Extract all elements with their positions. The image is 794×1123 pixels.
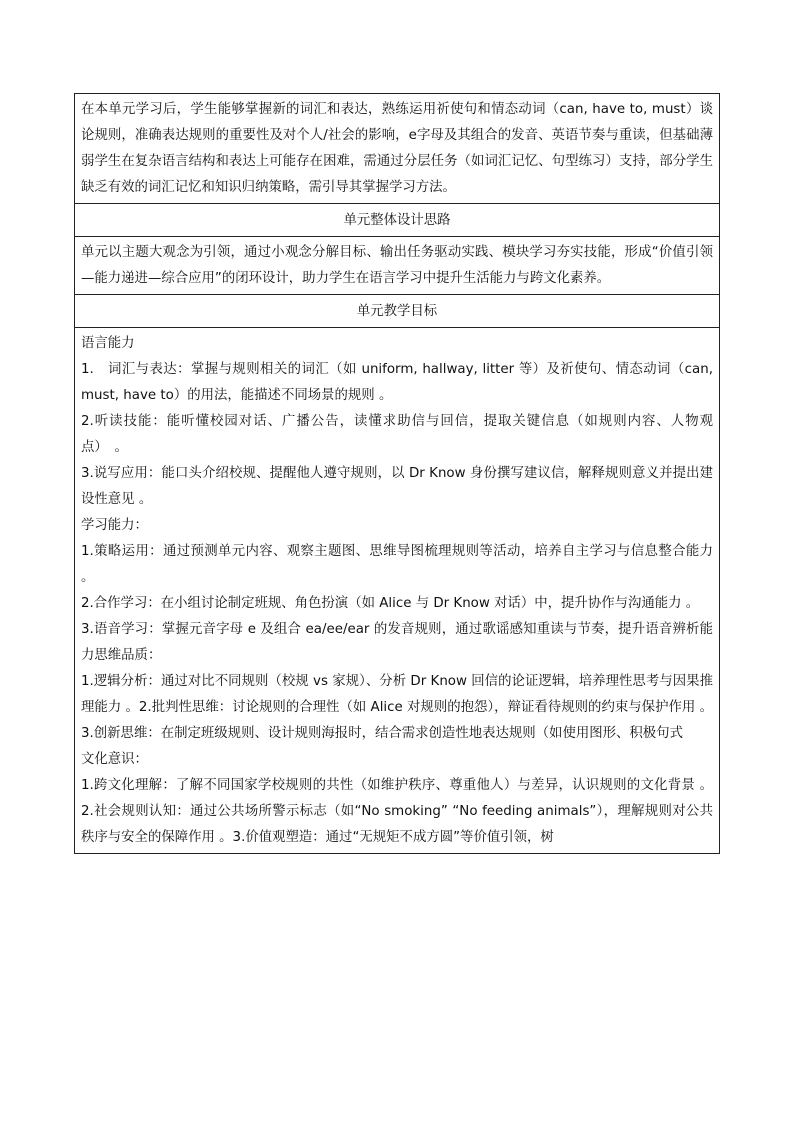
learning-item-1: 1.策略运用：通过预测单元内容、观察主题图、思维导图梳理规则等活动，培养自主学习与信息整合能力 。	[81, 544, 713, 585]
design-cell	[75, 237, 720, 295]
language-item-2: 2.听读技能：能听懂校园对话、广播公告，读懂求助信与回信，提取关键信息（如规则内容、人物观点） 。	[81, 414, 713, 455]
language-item-3: 3.说写应用：能口头介绍校规、提醒他人遵守规则，以 Dr Know 身份撰写建议信，解释规则意义并提出建设性意见 。	[81, 466, 713, 507]
table-row	[75, 94, 720, 204]
thinking-paragraph: 1.逻辑分析：通过对比不同规则（校规 vs 家规）、分析 Dr Know 回信的论证逻辑，培养理性思考与因果推理能力 。2.批判性思维：讨论规则的合理性（如 Alice 对规则的抱怨），辩证看待规则的约束与保护作用 。3.创新思维：在制定班级规则、设计规则海报时，结合需求创造性地表达规则（如使用图形、积极句式	[81, 674, 713, 741]
learning-heading: 学习能力：	[81, 518, 148, 533]
culture-heading: 文化意识：	[81, 752, 148, 767]
design-heading: 单元整体设计思路	[75, 204, 720, 237]
design-text: 单元以主题大观念为引领，通过小观念分解目标、输出任务驱动实践、模块学习夯实技能，形成“价值引领—能力递进—综合应用”的闭环设计，助力学生在语言学习中提升生活能力与跨文化素养。	[81, 245, 713, 286]
table-row	[75, 237, 720, 295]
goals-cell	[75, 328, 720, 854]
learning-item-3: 3.语音学习：掌握元音字母 e 及组合 ea/ee/ear 的发音规则，通过歌谣感知重读与节奏，提升语音辨析能力思维品质：	[81, 622, 713, 663]
table-row	[75, 295, 720, 328]
language-heading: 语言能力	[81, 336, 135, 351]
table-row	[75, 204, 720, 237]
table-row	[75, 328, 720, 854]
goals-heading: 单元教学目标	[75, 295, 720, 328]
learning-item-2: 2.合作学习：在小组讨论制定班规、角色扮演（如 Alice 与 Dr Know 对话）中，提升协作与沟通能力 。	[81, 596, 700, 611]
plan-table	[74, 93, 720, 854]
student-analysis-text: 在本单元学习后，学生能够掌握新的词汇和表达，熟练运用祈使句和情态动词（can, have to, must）谈论规则，准确表达规则的重要性及对个人/社会的影响，e字母及其组合的发音、英语节奏与重读，但基础薄弱学生在复杂语言结构和表达上可能存在困难，需通过分层任务（如词汇记忆、句型练习）支持，部分学生缺乏有效的词汇记忆和知识归纳策略，需引导其掌握学习方法。	[81, 102, 713, 195]
student-analysis-cell	[75, 94, 720, 204]
culture-paragraph: 1.跨文化理解：了解不同国家学校规则的共性（如维护秩序、尊重他人）与差异，认识规则的文化背景 。2.社会规则认知：通过公共场所警示标志（如“No smoking” “No feeding animals”），理解规则对公共秩序与安全的保障作用 。3.价值观塑造：通过“无规矩不成方圆”等价值引领，树	[81, 778, 713, 845]
language-item-1: 1. 词汇与表达：掌握与规则相关的词汇（如 uniform, hallway, litter 等）及祈使句、情态动词（can, must, have to）的用法，能描述不同场景的规则 。	[81, 362, 713, 403]
